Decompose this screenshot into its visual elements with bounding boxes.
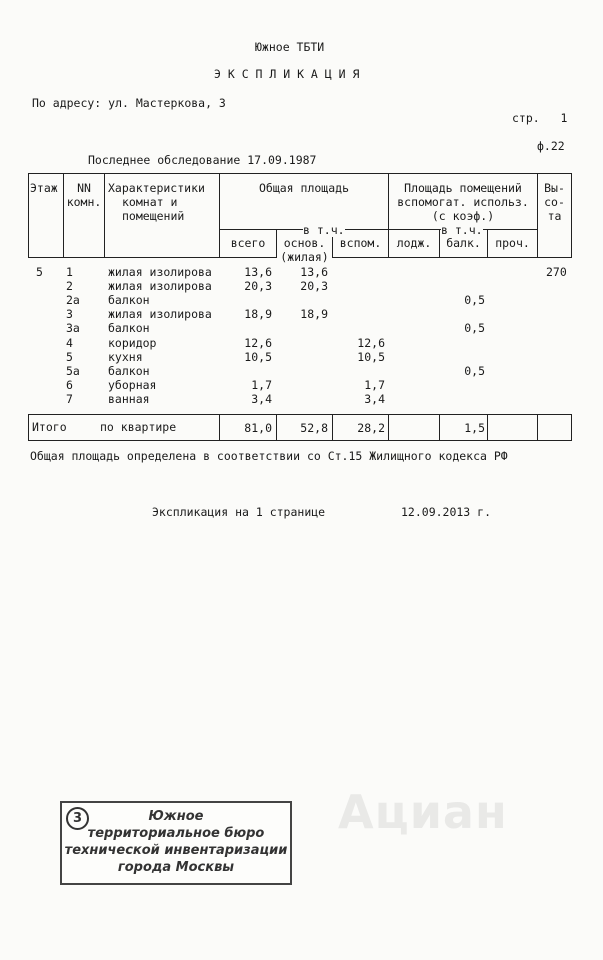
cell-total: 3,4 (251, 392, 272, 406)
header-total-area: Общая площадь (258, 181, 349, 195)
header-height-2: со- (544, 195, 565, 209)
form-number: ф.22 (537, 139, 565, 153)
issue-date: 12.09.2013 г. (401, 505, 492, 519)
cell-name: коридор (108, 336, 157, 350)
cell-nn: 2а (66, 293, 80, 307)
header-all: всего (230, 236, 266, 250)
cell-nn: 3а (66, 321, 80, 335)
cell-total: 10,5 (244, 350, 272, 364)
stamp-line-1: Южное (148, 809, 204, 824)
header-height: Вы- (544, 181, 565, 195)
cell-main: 13,6 (300, 265, 328, 279)
cell-name: балкон (108, 321, 150, 335)
total-main: 52,8 (300, 421, 328, 435)
cell-name: жилая изолирова (108, 279, 212, 293)
cell-main: 18,9 (300, 307, 328, 321)
cell-floor: 5 (36, 265, 43, 279)
table-row (0, 293, 603, 307)
table-total-bottom (28, 440, 571, 441)
header-other: проч. (495, 236, 530, 250)
header-nn: NN (77, 181, 91, 195)
table-row (0, 336, 603, 350)
table-subheader-line (219, 229, 537, 230)
stamp-line-2: территориальное бюро (87, 826, 265, 841)
header-characteristics-3: помещений (122, 209, 185, 223)
table-row (0, 350, 603, 364)
header-incl-main: в т.ч. (303, 223, 345, 237)
cell-nn: 3 (66, 307, 73, 321)
document-title: Э К С П Л И К А Ц И Я (214, 67, 360, 81)
cell-height: 270 (546, 265, 567, 279)
table-row (0, 279, 603, 293)
table-vline (537, 414, 538, 441)
header-floor: Этаж (30, 181, 58, 195)
table-row (0, 321, 603, 335)
cell-name: кухня (108, 350, 143, 364)
cell-nn: 2 (66, 279, 73, 293)
stamp-line-4: города Москвы (117, 860, 235, 875)
header-characteristics-2: комнат и (122, 195, 178, 209)
header-aux-area-2: вспомогат. использ. (397, 195, 529, 209)
total-label: Итого (32, 420, 67, 434)
total-scope: по квартире (100, 420, 177, 434)
table-row (0, 364, 603, 378)
cell-nn: 6 (66, 378, 73, 392)
table-vline (104, 173, 105, 258)
header-main: основ. (283, 236, 326, 250)
header-height-3: та (547, 209, 562, 223)
table-vline (28, 414, 29, 441)
header-aux: вспом. (339, 236, 382, 250)
table-vline (388, 414, 389, 441)
table-vline (28, 173, 29, 258)
table-border-top (28, 173, 571, 174)
cell-total: 13,6 (244, 265, 272, 279)
table-row (0, 265, 603, 279)
page-number: стр. 1 (512, 111, 568, 125)
cell-total: 12,6 (244, 336, 272, 350)
header-nn-rooms: комн. (66, 195, 102, 209)
cell-balcony: 0,5 (464, 364, 485, 378)
cell-balcony: 0,5 (464, 321, 485, 335)
watermark: Ациан (338, 785, 508, 839)
table-row (0, 307, 603, 321)
cell-aux: 3,4 (364, 392, 385, 406)
pages-count: Экспликация на 1 странице (152, 505, 326, 519)
cell-main: 20,3 (300, 279, 328, 293)
area-note: Общая площадь определена в соответствии со Ст.15 Жилищного кодекса РФ (30, 449, 508, 463)
header-loggia: лодж. (396, 236, 432, 250)
table-row (0, 392, 603, 406)
cell-name: жилая изолирова (108, 307, 212, 321)
table-vline (571, 414, 572, 441)
total-aux: 28,2 (357, 421, 385, 435)
cell-nn: 4 (66, 336, 73, 350)
stamp-number: 3 (66, 807, 89, 830)
header-incl-aux: в т.ч. (441, 223, 483, 237)
cell-total: 18,9 (244, 307, 272, 321)
total-balcony: 1,5 (464, 421, 485, 435)
org-name: Южное ТБТИ (255, 40, 325, 54)
cell-nn: 5а (66, 364, 80, 378)
cell-nn: 1 (66, 265, 73, 279)
cell-total: 1,7 (251, 378, 272, 392)
total-all: 81,0 (244, 421, 272, 435)
header-characteristics: Характеристики (108, 181, 205, 195)
header-balcony: балк. (446, 236, 481, 250)
table-row (0, 378, 603, 392)
header-main-living: (жилая) (277, 250, 332, 264)
cell-name: ванная (108, 392, 150, 406)
bti-stamp (60, 801, 292, 885)
cell-total: 20,3 (244, 279, 272, 293)
cell-aux: 1,7 (364, 378, 385, 392)
table-vline (487, 414, 488, 441)
cell-aux: 12,6 (357, 336, 385, 350)
cell-aux: 10,5 (357, 350, 385, 364)
cell-name: уборная (108, 378, 157, 392)
cell-name: балкон (108, 364, 150, 378)
stamp-line-3: технической инвентаризации (64, 843, 288, 858)
cell-balcony: 0,5 (464, 293, 485, 307)
cell-name: балкон (108, 293, 150, 307)
header-aux-area: Площадь помещений (404, 181, 522, 195)
cell-name: жилая изолирова (108, 265, 212, 279)
cell-nn: 7 (66, 392, 73, 406)
table-total-top (28, 414, 571, 415)
header-aux-area-3: (с коэф.) (431, 209, 495, 223)
last-survey: Последнее обследование 17.09.1987 (88, 153, 317, 167)
table-vline (571, 173, 572, 258)
cell-nn: 5 (66, 350, 73, 364)
address: По адресу: ул. Мастеркова, 3 (32, 96, 226, 110)
